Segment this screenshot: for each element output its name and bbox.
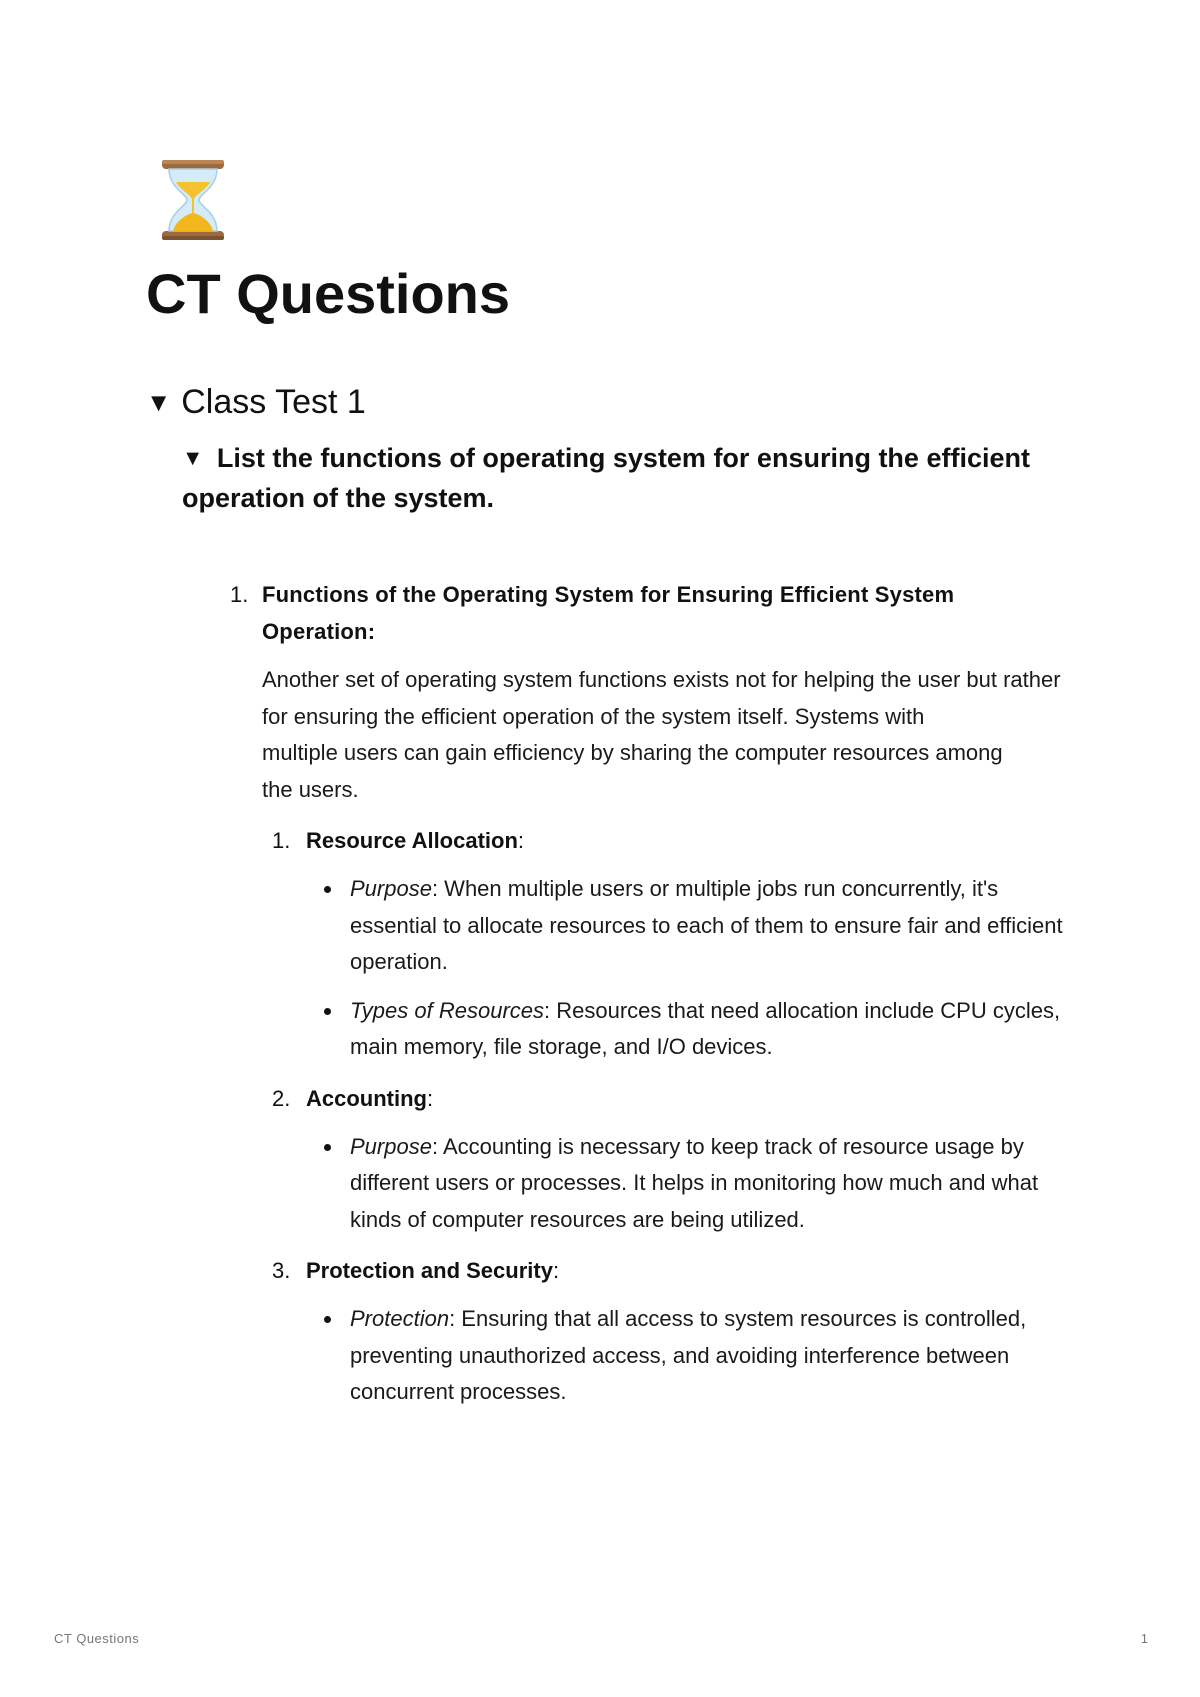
bullet-dot-icon: [324, 1316, 331, 1323]
bullet-list: [350, 1129, 1066, 1239]
bullet-item: [350, 993, 1066, 1066]
list-item: [272, 1080, 1066, 1239]
list-item-suffix: :: [427, 1085, 434, 1111]
list-item-suffix: :: [517, 828, 525, 853]
toggle-question[interactable]: [182, 439, 1042, 518]
bullet-list: [350, 871, 1066, 1066]
list-item-suffix: :: [552, 1258, 560, 1283]
toggle-triangle-icon[interactable]: ▼: [182, 445, 204, 470]
bullet-text: : Accounting is necessary to keep track of resource usage by different users or processes. It helps in monitoring how much and what kinds of computer resources are being utilized.: [350, 1133, 1039, 1232]
bullet-dot-icon: [324, 1008, 331, 1015]
bullet-list: [350, 1301, 1066, 1411]
bullet-label: Purpose: [350, 876, 432, 901]
sub-list: [272, 822, 1066, 1411]
list-item-heading: [306, 1252, 1066, 1289]
bullet-label: Types of Resources: [350, 997, 545, 1023]
question-label: List the functions of operating system for ensuring the efficient operation of the system.: [182, 443, 1030, 513]
list-number: 1.: [230, 582, 249, 607]
footer-page-number: 1: [1140, 1631, 1148, 1646]
document-content: [146, 158, 1066, 1425]
list-item: [272, 822, 1066, 1066]
bullet-text: : When multiple users or multiple jobs run concurrently, it's essential to allocate resources to each of them to ensure fair and efficient operation.: [350, 876, 1063, 974]
bullet-label: Protection: [350, 1306, 450, 1331]
list-item-heading: Functions of the Operating System for Ensuring Efficient System Operation:: [262, 582, 955, 644]
bullet-item: [350, 871, 1066, 981]
page-title: CT Questions: [146, 262, 511, 325]
list-item: [230, 576, 1063, 1411]
toggle-heading-label: Class Test 1: [181, 383, 366, 421]
footer-title: CT Questions: [54, 1631, 140, 1646]
list-number: 2.: [272, 1085, 291, 1111]
list-number: 1.: [272, 828, 291, 853]
list-item-title: Accounting: [306, 1085, 427, 1111]
toggle-heading-class-test-1[interactable]: [146, 382, 1066, 425]
list-item-title: Protection and Security: [306, 1258, 553, 1283]
hourglass-icon: [158, 158, 228, 242]
bullet-item: [350, 1129, 1066, 1239]
list-item-heading: [306, 1080, 1066, 1117]
bullet-dot-icon: [324, 886, 331, 893]
bullet-item: [350, 1301, 1066, 1411]
list-item-heading: [306, 822, 1066, 859]
list-number: 3.: [272, 1258, 291, 1283]
toggle-triangle-icon[interactable]: ▼: [146, 389, 172, 417]
list-item-title: Resource Allocation: [306, 828, 518, 853]
list-item: [272, 1252, 1066, 1411]
paragraph: Another set of operating system functions exists not for helping the user but rather for ensuring the efficient operation of the system itself. Systems with multiple users can gain efficiency by sharing the computer resources among the users.: [262, 667, 1061, 802]
bullet-text: : Resources that need allocation include CPU cycles, main memory, file storage, and I/O devices.: [350, 997, 1061, 1059]
bullet-dot-icon: [324, 1144, 331, 1151]
bullet-text: : Ensuring that all access to system resources is controlled, preventing unauthorized access, and avoiding interference between concurrent processes.: [350, 1306, 1027, 1404]
bullet-label: Purpose: [350, 1133, 432, 1159]
